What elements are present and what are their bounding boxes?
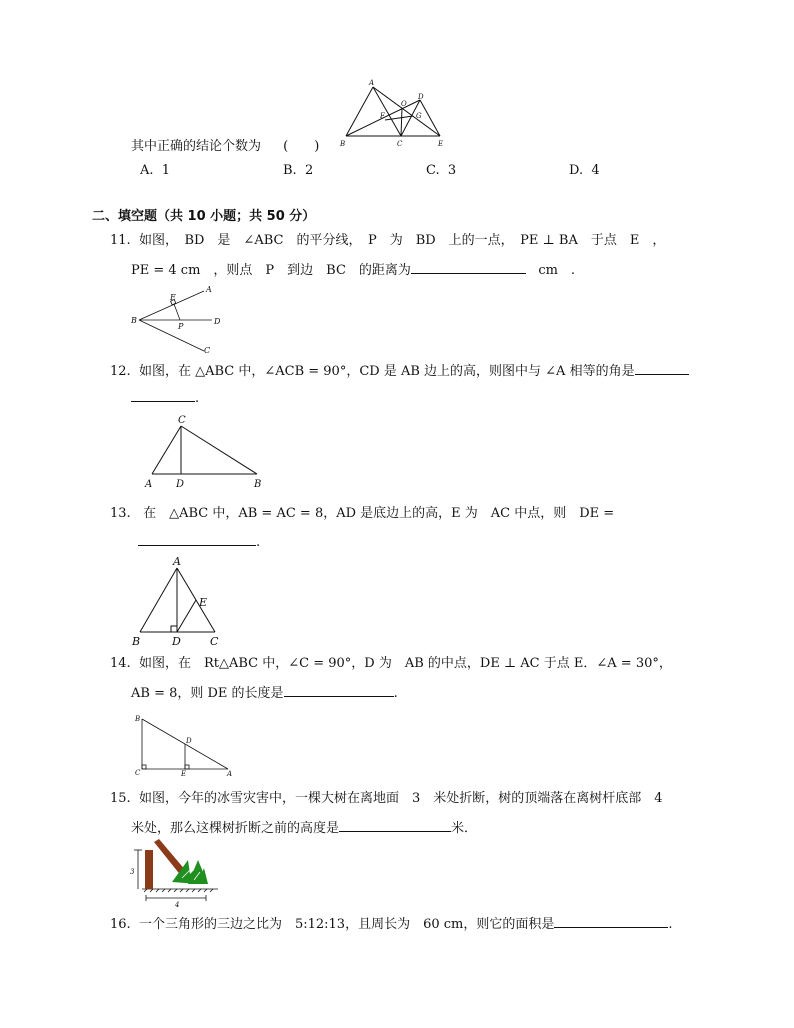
- q15-tree-trunk: [145, 850, 153, 889]
- q12-figure: [140, 410, 270, 490]
- q15-label-width: 4: [175, 901, 180, 908]
- q11-label-E: E: [170, 293, 176, 302]
- q10-label-F: F: [380, 112, 385, 120]
- q10-option-d: D. 4: [569, 163, 600, 178]
- q10-figure: [334, 76, 454, 152]
- q11-figure: [128, 283, 228, 357]
- q11-label-D: D: [214, 317, 221, 326]
- q12-answer-blank-a[interactable]: [635, 361, 689, 375]
- q10-label-O: O: [401, 100, 407, 108]
- q11-label-B: B: [131, 316, 137, 325]
- q14-label-E: E: [181, 770, 187, 778]
- q12-label-D: D: [176, 479, 185, 490]
- q11-line1: 11. 如图， BD 是 ∠ABC 的平分线， P 为 BD 上的一点， PE ⊥ BA 于点 E ，: [110, 233, 666, 248]
- q10-label-A: A: [369, 79, 375, 87]
- q10-option-b: B. 2: [283, 163, 314, 178]
- q14-label-A: A: [227, 770, 233, 778]
- q12-label-C: C: [178, 415, 186, 426]
- q12-label-B: B: [254, 479, 262, 490]
- q10-option-a: A. 1: [140, 163, 171, 178]
- q16-line1: 16. 一个三角形的三边之比为 5:12:13，且周长为 60 cm，则它的面积是 .: [110, 914, 673, 933]
- q14-label-C: C: [135, 769, 141, 777]
- q13-answer-blank[interactable]: [138, 532, 256, 546]
- q14-label-D: D: [186, 737, 192, 745]
- q11-label-C: C: [204, 346, 211, 355]
- q11-line2: PE = 4 cm ，则点 P 到边 BC 的距离为 cm .: [131, 260, 575, 279]
- q10-label-C: C: [397, 140, 403, 148]
- q15-label-height: 3: [130, 868, 135, 876]
- q12-label-A: A: [145, 479, 153, 490]
- q15-line1: 15. 如图，今年的冰雪灾害中，一棵大树在离地面 3 米处折断，树的顶端落在离树杆底部 4: [110, 791, 663, 806]
- q13-line2: .: [138, 532, 260, 551]
- section-title: 二、填空题（共 10 小题；共 50 分）: [92, 209, 316, 224]
- q10-stem: 其中正确的结论个数为 ( ): [131, 139, 320, 154]
- q14-line1: 14. 如图，在 Rt△ABC 中，∠C = 90°，D 为 AB 的中点，DE ⊥ AC 于点 E．∠A = 30°，: [110, 656, 672, 671]
- q10-option-c: C. 3: [426, 163, 457, 178]
- q11-answer-blank[interactable]: [411, 260, 526, 274]
- q15-line2: 米处，那么这棵树折断之前的高度是 米．: [131, 818, 477, 837]
- q14-line2: AB = 8，则 DE 的长度是 .: [131, 683, 398, 702]
- q10-label-B: B: [340, 140, 346, 148]
- q12-line1: 12. 如图，在 △ABC 中，∠ACB = 90°，CD 是 AB 边上的高，则图中与 ∠A 相等的角是: [110, 361, 689, 380]
- q13-line1: 13. 在 △ABC 中，AB = AC = 8，AD 是底边上的高，E 为 AC 中点，则 DE =: [110, 506, 615, 521]
- q15-answer-blank[interactable]: [339, 818, 451, 832]
- q13-label-D: D: [172, 635, 181, 648]
- q13-label-C: C: [210, 635, 219, 648]
- q13-label-B: B: [132, 635, 141, 648]
- q14-figure: [128, 710, 238, 780]
- q15-figure: [128, 838, 220, 908]
- q12-line2: .: [131, 388, 199, 407]
- q13-figure: [128, 552, 228, 648]
- q14-answer-blank[interactable]: [284, 683, 394, 697]
- q10-label-E: E: [438, 140, 444, 148]
- q10-label-G: G: [416, 112, 422, 120]
- q13-label-E: E: [199, 596, 208, 609]
- q14-label-B: B: [135, 715, 141, 723]
- q16-answer-blank[interactable]: [554, 914, 668, 928]
- q13-label-A: A: [173, 555, 181, 568]
- q12-answer-blank-b[interactable]: [131, 388, 195, 402]
- q11-label-A: A: [206, 285, 212, 294]
- q10-label-D: D: [418, 93, 424, 101]
- q11-label-P: P: [178, 322, 184, 331]
